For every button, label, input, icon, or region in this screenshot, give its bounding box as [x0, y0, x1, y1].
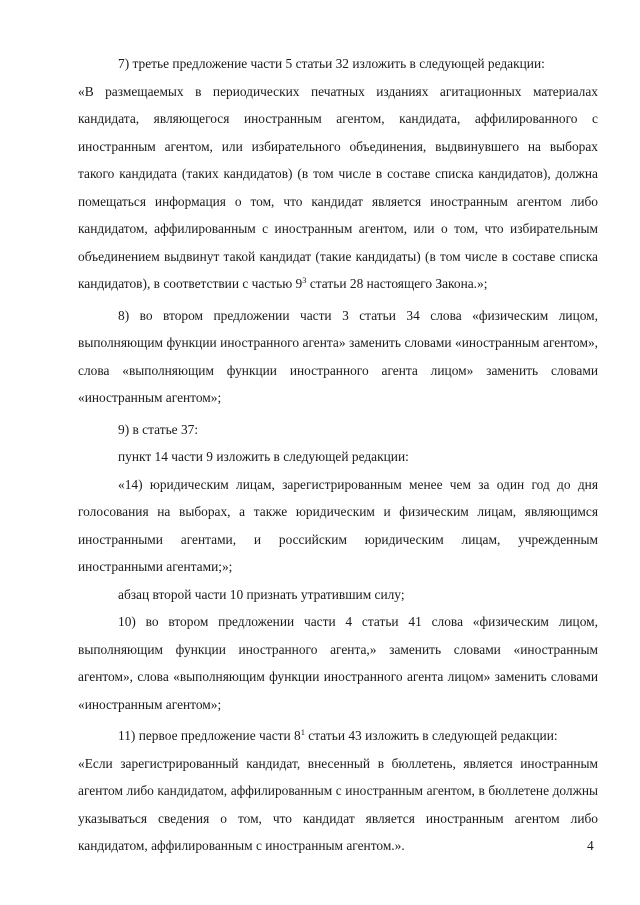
item-11-text: 11) первое предложение части 8 [118, 728, 301, 743]
paragraph-item-9-quote: «14) юридическим лицам, зарегистрированным менее чем за один год до дня голосования на выборах, а также юридическим и физическим лицам, являющимся иностранными агентами, и российским юридическим лицам, учрежденным иностранными агентами;»; [78, 476, 598, 574]
superscript: 3 [302, 275, 307, 285]
paragraph-item-9-point: пункт 14 части 9 изложить в следующей редакции: [118, 449, 409, 464]
document-body [78, 50, 598, 860]
paragraph-item-11 [78, 722, 598, 750]
paragraph-item-9-abzac: абзац второй части 10 признать утратившим силу; [118, 586, 405, 602]
page-number: 4 [587, 838, 594, 853]
paragraph-item-11-quote: «Если зарегистрированный кандидат, внесенный в бюллетень, является иностранным агентом либо кандидатом, аффилированным с иностранным агентом, в бюллетене должны указываться сведения о том, что кандидат является иностранным агентом либо кандидатом, аффилированным с иностранным агентом.». [78, 755, 598, 853]
paragraph-item-7: 7) третье предложение части 5 статьи 32 изложить в следующей редакции: [118, 56, 545, 71]
quote-text: «В размещаемых в периодических печатных изданиях агитационных материалах кандидата, являющегося иностранным агентом, кандидата, аффилированного с иностранным агентом, или избирательного объединения, выдвинувшего на выборах такого кандидата (таких кандидатов) (в том числе в составе списка кандидатов), должна помещаться информация о том, что кандидат является иностранным агентом либо кандидатом, аффилированным с иностранным агентом, или о том, что избирательным объединением выдвинут такой кандидат (такие кандидаты) (в том числе в составе списка кандидатов), в соответствии с частью 9 [78, 83, 598, 291]
paragraph-item-7-quote [78, 78, 598, 298]
paragraph-item-9: 9) в статье 37: [118, 421, 199, 437]
paragraph-item-10: 10) во втором предложении части 4 статьи 41 слова «физическим лицом, выполняющим функции иностранного агента,» заменить словами «иностранным агентом», слова «выполняющим функции иностранного агента лицом» заменить словами «иностранным агентом»; [78, 614, 598, 712]
item-11-text-end: статьи 43 изложить в следующей редакции: [304, 728, 558, 743]
paragraph-item-8: 8) во втором предложении части 3 статьи 34 слова «физическим лицом, выполняющим функции иностранного агента» заменить словами «иностранным агентом», слова «выполняющим функции иностранного агента лицом» заменить словами «иностранным агентом»; [78, 307, 598, 405]
quote-text-end: статьи 28 настоящего Закона.»; [306, 276, 488, 291]
superscript: 1 [300, 727, 305, 737]
